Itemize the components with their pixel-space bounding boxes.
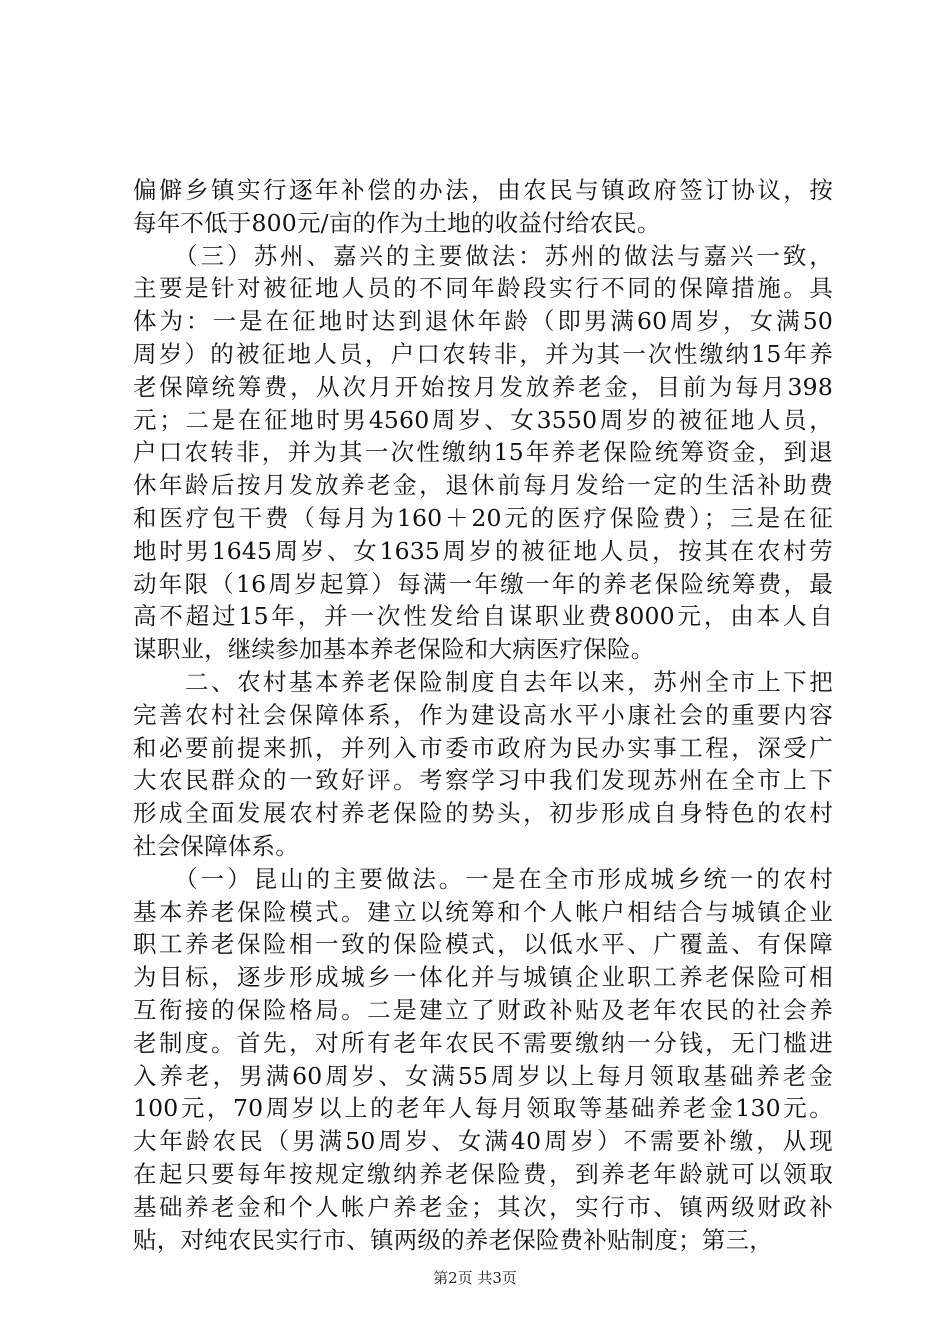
text-line: 形成全面发展农村养老保险的势头，初步形成自身特色的农村 [133, 799, 833, 828]
paragraph [133, 666, 833, 863]
text-line: 元；二是在征地时男4560周岁、女3550周岁的被征地人员， [133, 405, 833, 434]
page-footer: 第2页 共3页 [433, 1269, 517, 1287]
text-line: 贴，对纯农民实行市、镇两级的养老保险费补贴制度；第三， [133, 1225, 773, 1254]
text-line: 高不超过15年，并一次性发给自谋职业费8000元，由本人自 [133, 602, 833, 631]
text-line: 和必要前提来抓，并列入市委市政府为民办实事工程，深受广 [133, 733, 833, 762]
text-line: 谋职业，继续参加基本养老保险和大病医疗保险。 [133, 635, 655, 664]
text-line: 二、农村基本养老保险制度自去年以来，苏州全市上下把 [133, 667, 833, 696]
text-line: （一）昆山的主要做法。一是在全市形成城乡统一的农村 [133, 864, 833, 893]
text-line: 在起只要每年按规定缴纳养老保险费，到养老年龄就可以领取 [133, 1159, 833, 1188]
text-line: 体为：一是在征地时达到退休年龄（即男满60周岁，女满50 [133, 307, 833, 336]
text-line: 和医疗包干费（每月为160＋20元的医疗保险费）；三是在征 [133, 503, 833, 532]
text-line: 互衔接的保险格局。二是建立了财政补贴及老年农民的社会养 [133, 995, 833, 1024]
text-line: 每年不低于800元/亩的作为土地的收益付给农民。 [133, 208, 661, 237]
text-line: 休年龄后按月发放养老金，退休前每月发给一定的生活补助费 [133, 471, 833, 500]
paragraph [133, 863, 833, 1257]
text-line: 入养老，男满60周岁、女满55周岁以上每月领取基础养老金 [133, 1061, 833, 1090]
text-line: 老保障统筹费，从次月开始按月发放养老金，目前为每月398 [133, 372, 833, 401]
document-body [133, 174, 833, 1256]
text-line: 动年限（16周岁起算）每满一年缴一年的养老保险统筹费，最 [133, 569, 833, 598]
text-line: 完善农村社会保障体系，作为建设高水平小康社会的重要内容 [133, 700, 833, 729]
text-line: 周岁）的被征地人员，户口农转非，并为其一次性缴纳15年养 [133, 339, 833, 368]
paragraph [133, 240, 833, 666]
text-line: （三）苏州、嘉兴的主要做法：苏州的做法与嘉兴一致， [133, 241, 833, 270]
text-line: 基础养老金和个人帐户养老金；其次，实行市、镇两级财政补 [133, 1192, 833, 1221]
text-line: 地时男1645周岁、女1635周岁的被征地人员，按其在农村劳 [133, 536, 833, 565]
text-line: 老制度。首先，对所有老年农民不需要缴纳一分钱，无门槛进 [133, 1028, 833, 1057]
text-line: 户口农转非，并为其一次性缴纳15年养老保险统筹资金，到退 [133, 438, 833, 467]
text-line: 为目标，逐步形成城乡一体化并与城镇企业职工养老保险可相 [133, 963, 833, 992]
text-line: 100元，70周岁以上的老年人每月领取等基础养老金130元。 [133, 1094, 833, 1123]
text-line: 主要是针对被征地人员的不同年龄段实行不同的保障措施。具 [133, 274, 833, 303]
text-line: 基本养老保险模式。建立以统筹和个人帐户相结合与城镇企业 [133, 897, 833, 926]
text-line: 偏僻乡镇实行逐年补偿的办法，由农民与镇政府签订协议，按 [133, 176, 833, 204]
text-line: 社会保障体系。 [133, 831, 299, 860]
text-line: 大农民群众的一致好评。考察学习中我们发现苏州在全市上下 [133, 766, 833, 795]
text-line: 职工养老保险相一致的保险模式，以低水平、广覆盖、有保障 [133, 930, 833, 959]
text-line: 大年龄农民（男满50周岁、女满40周岁）不需要补缴，从现 [133, 1127, 833, 1156]
paragraph [133, 174, 833, 240]
